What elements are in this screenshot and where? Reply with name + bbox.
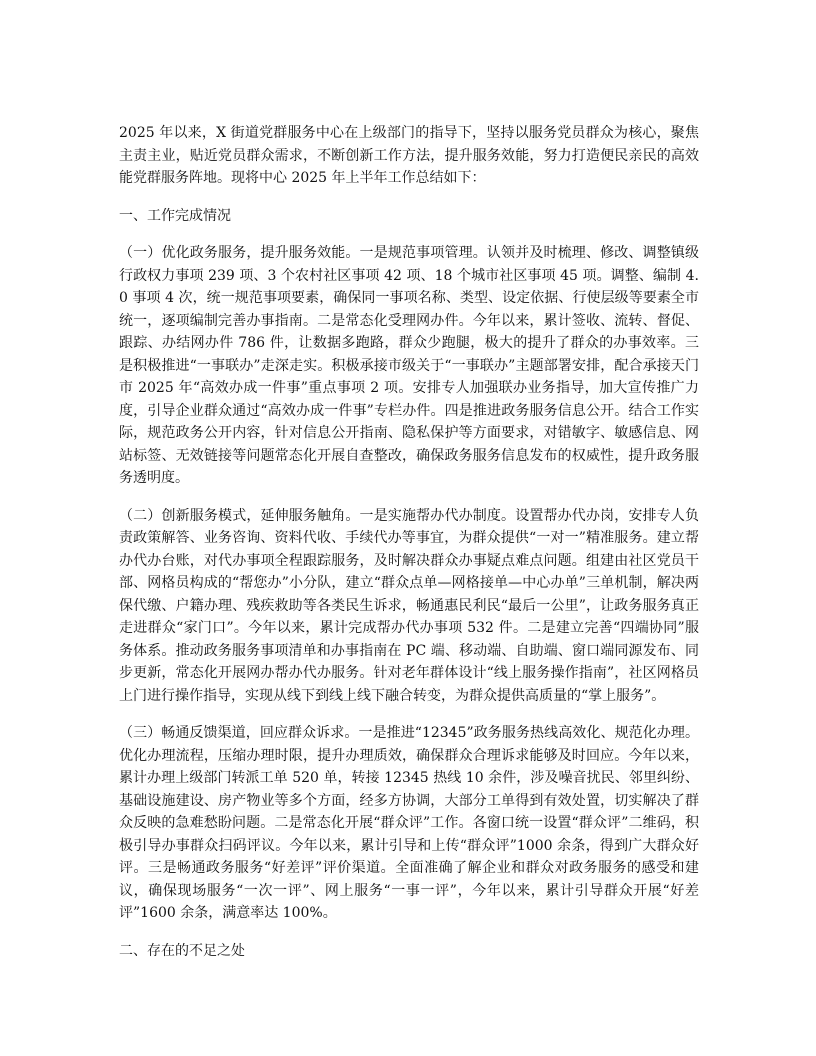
section-heading-work-completion: 一、工作完成情况 <box>119 207 231 224</box>
section-heading-shortcomings: 二、存在的不足之处 <box>119 942 245 959</box>
paragraph-government-services: （一）优化政务服务，提升服务效能。一是规范事项管理。认领并及时梳理、修改、调整镇级行政权力事项 239 项、3 个农村社区事项 42 项、18 个城市社区事项 45 项。调整、编制 4.0 事项 4 次，统一规范事项要素，确保同一事项名称、类型、设定依据、行使层级等要素全市统一，逐项编制完善办事指南。二是常态化受理网办件。今年以来，累计签收、流转、督促、跟踪、办结网办件 786 件，让数据多跑路，群众少跑腿，极大的提升了群众的办事效率。三是积极推进“一事联办”走深走实。积极承接市级关于“一事联办”主题部署安排，配合承接天门市 2025 年“高效办成一件事”重点事项 2 项。安排专人加强联办业务指导，加大宣传推广力度，引导企业群众通过“高效办成一件事”专栏办件。四是推进政务服务信息公开。结合工作实际，规范政务公开内容，针对信息公开指南、隐私保护等方面要求，对错敏字、敏感信息、网站标签、无效链接等问题常态化开展自查整改，确保政务服务信息发布的权威性，提升政务服务透明度。 <box>119 245 699 486</box>
document-page <box>119 122 699 977</box>
intro-paragraph: 2025 年以来，X 街道党群服务中心在上级部门的指导下，坚持以服务党员群众为核心，聚焦主责主业，贴近党员群众需求，不断创新工作方法，提升服务效能，努力打造便民亲民的高效能党群服务阵地。现将中心 2025 年上半年工作总结如下： <box>119 125 699 186</box>
paragraph-feedback-channels: （三）畅通反馈渠道，回应群众诉求。一是推进“12345”政务服务热线高效化、规范化办理。优化办理流程，压缩办理时限，提升办理质效，确保群众合理诉求能够及时回应。今年以来，累计办理上级部门转派工单 520 单，转接 12345 热线 10 余件，涉及噪音扰民、邻里纠纷、基础设施建设、房产物业等多个方面，经多方协调，大部分工单得到有效处置，切实解决了群众反映的急难愁盼问题。二是常态化开展“群众评”工作。各窗口统一设置“群众评”二维码，积极引导办事群众扫码评议。今年以来，累计引导和上传“群众评”1000 余条，得到广大群众好评。三是畅通政务服务“好差评”评价渠道。全面准确了解企业和群众对政务服务的感受和建议，确保现场服务“一次一评”、网上服务“一事一评”，今年以来，累计引导群众开展“好差评”1600 余条，满意率达 100%。 <box>119 725 699 921</box>
paragraph-service-model: （二）创新服务模式，延伸服务触角。一是实施帮办代办制度。设置帮办代办岗，安排专人负责政策解答、业务咨询、资料代收、手续代办等事宜，为群众提供“一对一”精准服务。建立帮办代办台账，对代办事项全程跟踪服务，及时解决群众办事疑点难点问题。组建由社区党员干部、网格员构成的“帮您办”小分队，建立“群众点单—网格接单—中心办单”三单机制，解决两保代缴、户籍办理、残疾救助等各类民生诉求，畅通惠民利民“最后一公里”，让政务服务真正走进群众“家门口”。今年以来，累计完成帮办代办事项 532 件。二是建立完善“四端协同”服务体系。推动政务服务事项清单和办事指南在 PC 端、移动端、自助端、窗口端同源发布、同步更新，常态化开展网办帮办代办服务。针对老年群体设计“线上服务操作指南”，社区网格员上门进行操作指导，实现从线下到线上线下融合转变，为群众提供高质量的“掌上服务”。 <box>119 507 699 704</box>
